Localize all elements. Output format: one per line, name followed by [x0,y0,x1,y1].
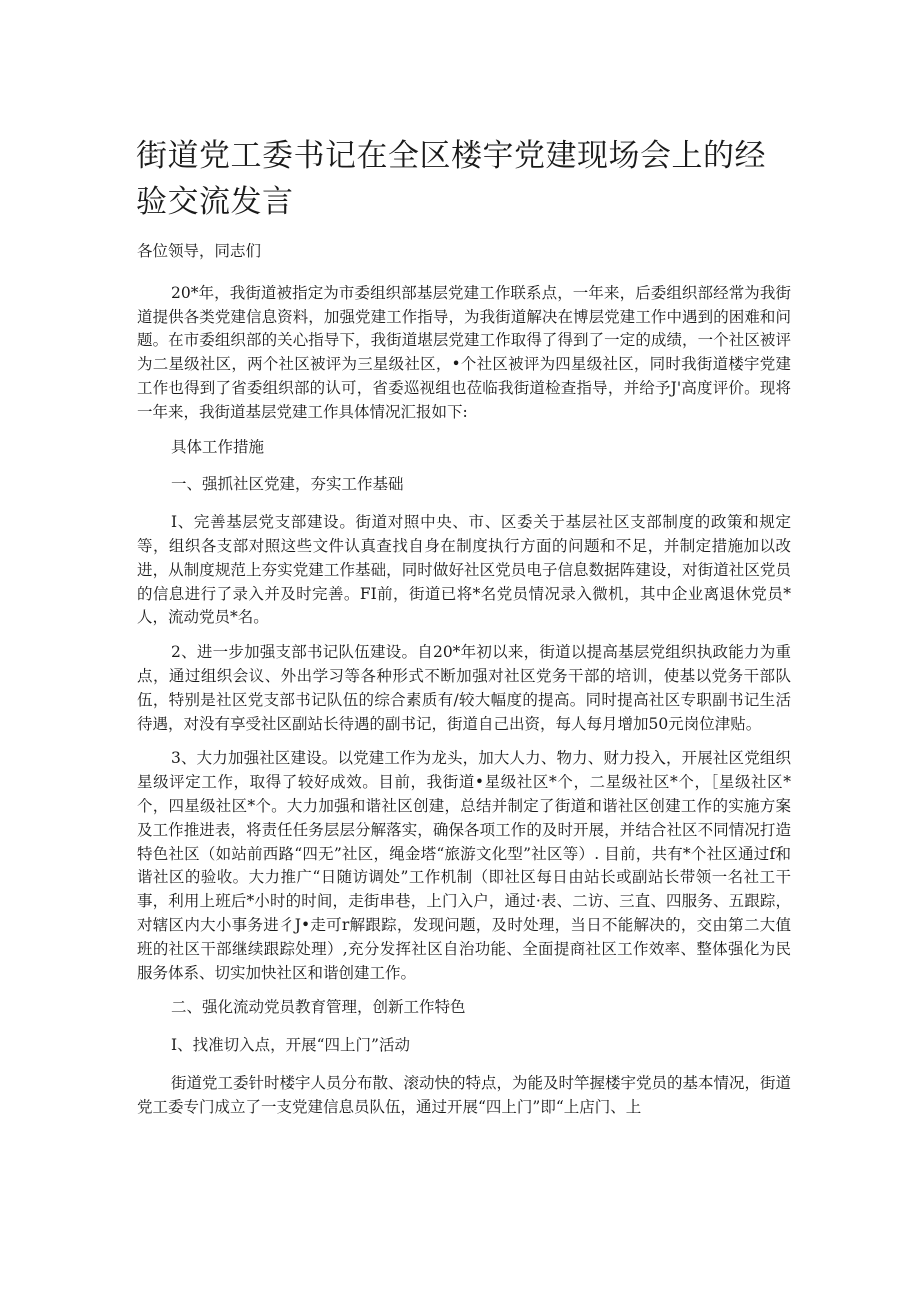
section1-heading: 一、强抓社区党建，夯实工作基础 [171,475,404,494]
document-title: 街道党工委书记在全区楼宇党建现场会上的经验交流发言 [136,138,766,220]
section2-paragraph: 街道党工委针时楼宇人员分布散、滚动快的特点，为能及时竿握楼宇党员的基本情况，街道党工委专门成立了一支党建信息员队伍，通过开展“四上门”即“上店门、上 [137,1073,792,1116]
section1-item2: 2、进一步加强支部书记队伍建设。自20*年初以来，街道以提高基层党组织执政能力为重点，通过组织会议、外出学习等各种形式不断加强对社区党务干部的培训，使基以党务干部队伍，特别是社区党支部书记队伍的综合素质有/较大幅度的提高。同时提高社区专职副书记生活待遇，对没有享受社区副站长待遇的副书记，街道自己出资，每人每月增加50元岗位津贴。 [137,643,791,733]
greeting: 各位领导，同志们 [137,242,262,260]
section1-item3: 3、大力加强社区建设。以党建工作为龙头，加大人力、物力、财力投入，开展社区党组织星级评定工作，取得了较好成效。目前，我街道•星级社区*个，二星级社区*个，［星级社区*个，四星级社区*个。大力加强和谐社区创建，总结并制定了街道和谐社区创建工作的实施方案及工作推进表，将责任任务层层分解落实，确保各项工作的及时开展，并结合社区不同情况打造特色社区（如站前西路“四无”社区，绳金塔“旅游文化型”社区等）. 目前，共有*个社区通过f和谐社区的验收。大力推广“日随访调处”工作机制（即社区每日由站长或副站长带领一名社工干事，利用上班后*小时的时间，走街串巷，上门入户，通过·表、二访、三直、四服务、五跟踪，对辖区内大小事务进彳J•走可r解跟踪，发现问题，及时处理，当日不能解决的，交由第二大值班的社区干部继续跟踪处理）,充分发挥社区自治功能、全面提商社区工作效率、整体强化为民服务体系、切实加快社区和谐创建工作。 [137,749,791,982]
intro-paragraph: 20*年，我街道被指定为市委组织部基层党建工作联系点，一年来，后委组织部经常为我街道提供各类党建信息资料，加强党建工作指导，为我街道解决在博层党建工作中遇到的困难和问题。在市委组织部的关心指导下，我街道堪层党建工作取得了得到了一定的成绩，一个社区被评为二星级社区，两个社区被评为三星级社区，•个社区被评为四星级社区，同时我街道楼宇党建工作也得到了省委组织部的认可，省委巡视组也莅临我街道检查指导，并给予J'高度评价。现将一年来，我街道基层党建工作具体情况汇报如下: [137,283,791,421]
section2-item1: I、找准切入点，开展“四上门”活动 [171,1036,410,1055]
section1-item1: I、完善基层党支部建设。街道对照中央、市、区委关于基层社区支部制度的政策和规定等，组织各支部对照这些文件认真查找自身在制度执行方面的问题和不足，并制定措施加以改进，从制度规范上夯实党建工作基础，同时做好社区党员电子信息数据阵建设，对街道社区党员的信息进行了录入并及时完善。FI前，街道已将*名党员情况录入微机，其中企业离退休党员*人，流动党员*名。 [137,513,791,627]
document-body [137,240,791,1131]
measures-heading: 具体工作措施 [171,437,265,456]
section2-heading: 二、强化流动党员教育管理，创新工作特色 [171,998,466,1017]
